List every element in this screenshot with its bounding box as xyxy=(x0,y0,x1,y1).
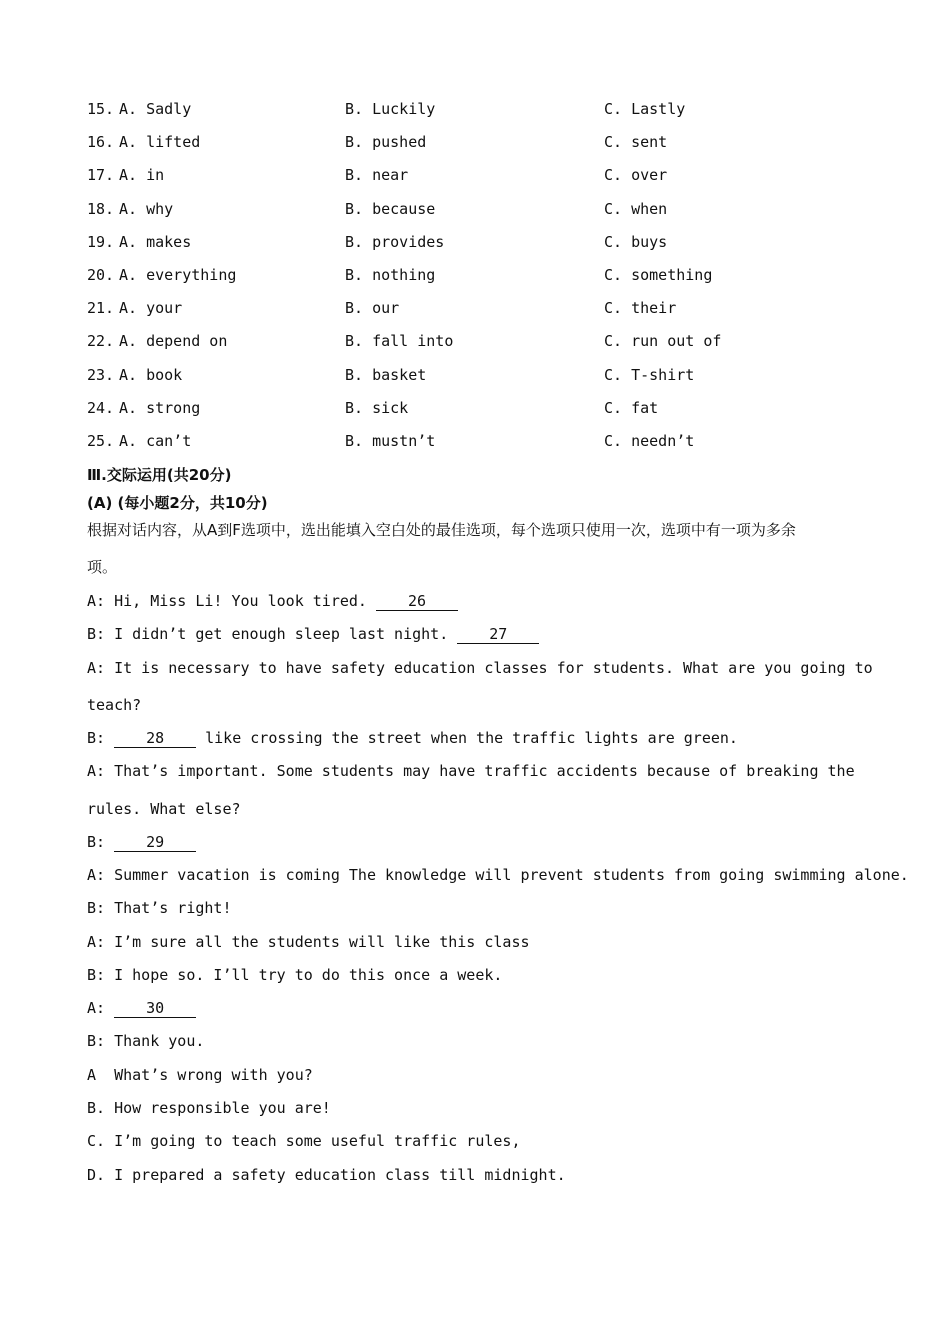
option-c: C. over xyxy=(604,166,668,184)
option-row xyxy=(87,398,887,418)
option-a: A. book xyxy=(119,366,183,384)
dialogue-line: B: 28 like crossing the street when the traffic lights are green. xyxy=(87,729,738,747)
option-a: A. everything xyxy=(119,266,237,284)
section-title: Ⅲ.交际运用(共20分) xyxy=(87,466,232,484)
option-row xyxy=(87,165,887,185)
instruction-line-1: 根据对话内容，从A到F选项中，选出能填入空白处的最佳选项，每个选项只使用一次，选项中有一项为多余 xyxy=(87,521,796,539)
option-c: C. run out of xyxy=(604,332,722,350)
option-b: B. sick xyxy=(345,399,409,417)
question-number: 20. xyxy=(87,266,115,284)
question-number: 21. xyxy=(87,299,115,317)
dialogue-line: A: It is necessary to have safety education classes for students. What are you going to xyxy=(87,659,873,677)
option-c: C. sent xyxy=(604,133,668,151)
dialogue-line: A: 30 xyxy=(87,998,196,1018)
option-row xyxy=(87,99,887,119)
dialogue-line: B: I hope so. I’ll try to do this once a week. xyxy=(87,966,503,984)
question-number: 19. xyxy=(87,233,115,251)
option-row xyxy=(87,132,887,152)
instruction-line-2: 项。 xyxy=(87,558,118,576)
answer-blank-27[interactable]: 27 xyxy=(457,626,539,644)
option-c: C. buys xyxy=(604,233,668,251)
question-number: 16. xyxy=(87,133,115,151)
option-c: C. something xyxy=(604,266,713,284)
dialogue-line: B: That’s right! xyxy=(87,899,232,917)
option-a: A. makes xyxy=(119,233,192,251)
question-number: 23. xyxy=(87,366,115,384)
dialogue-line: rules. What else? xyxy=(87,800,241,818)
dialogue-line: teach? xyxy=(87,696,142,714)
part-a-heading: (A) (每小题2分，共10分) xyxy=(87,494,268,512)
option-row xyxy=(87,298,887,318)
option-row xyxy=(87,199,887,219)
option-a: A. depend on xyxy=(119,332,228,350)
option-row xyxy=(87,232,887,252)
option-a: A. Sadly xyxy=(119,100,192,118)
question-number: 24. xyxy=(87,399,115,417)
answer-blank-26[interactable]: 26 xyxy=(376,593,458,611)
option-a: A. lifted xyxy=(119,133,201,151)
option-c: C. Lastly xyxy=(604,100,686,118)
choice-b: B. How responsible you are! xyxy=(87,1099,331,1117)
question-number: 17. xyxy=(87,166,115,184)
option-c: C. fat xyxy=(604,399,659,417)
option-a: A. can’t xyxy=(119,432,192,450)
dialogue-line: A: Hi, Miss Li! You look tired. 26 xyxy=(87,591,458,611)
option-row xyxy=(87,331,887,351)
option-b: B. provides xyxy=(345,233,445,251)
option-a: A. strong xyxy=(119,399,201,417)
answer-blank-30[interactable]: 30 xyxy=(114,1000,196,1018)
dialogue-line: A: I’m sure all the students will like this class xyxy=(87,933,530,951)
answer-blank-28[interactable]: 28 xyxy=(114,730,196,748)
choice-d: D. I prepared a safety education class till midnight. xyxy=(87,1166,566,1184)
option-c: C. their xyxy=(604,299,677,317)
choice-a: A What’s wrong with you? xyxy=(87,1066,313,1084)
option-b: B. our xyxy=(345,299,400,317)
dialogue-line: A: Summer vacation is coming The knowledge will prevent students from going swimming alone. xyxy=(87,866,909,884)
dialogue-line: A: That’s important. Some students may have traffic accidents because of breaking the xyxy=(87,762,855,780)
question-number: 25. xyxy=(87,432,115,450)
option-row xyxy=(87,365,887,385)
question-number: 22. xyxy=(87,332,115,350)
choice-c: C. I’m going to teach some useful traffic rules, xyxy=(87,1132,521,1150)
option-c: C. when xyxy=(604,200,668,218)
option-b: B. mustn’t xyxy=(345,432,436,450)
dialogue-line: B: Thank you. xyxy=(87,1032,205,1050)
option-b: B. basket xyxy=(345,366,427,384)
option-row xyxy=(87,265,887,285)
dialogue-line: B: 29 xyxy=(87,832,196,852)
option-a: A. why xyxy=(119,200,174,218)
option-b: B. fall into xyxy=(345,332,454,350)
option-b: B. near xyxy=(345,166,409,184)
question-number: 18. xyxy=(87,200,115,218)
option-b: B. pushed xyxy=(345,133,427,151)
option-c: C. T-shirt xyxy=(604,366,695,384)
option-b: B. nothing xyxy=(345,266,436,284)
answer-blank-29[interactable]: 29 xyxy=(114,834,196,852)
option-b: B. Luckily xyxy=(345,100,436,118)
option-row xyxy=(87,431,887,451)
question-number: 15. xyxy=(87,100,115,118)
option-a: A. in xyxy=(119,166,165,184)
dialogue-line: B: I didn’t get enough sleep last night. 27 xyxy=(87,624,539,644)
option-b: B. because xyxy=(345,200,436,218)
option-c: C. needn’t xyxy=(604,432,695,450)
option-a: A. your xyxy=(119,299,183,317)
